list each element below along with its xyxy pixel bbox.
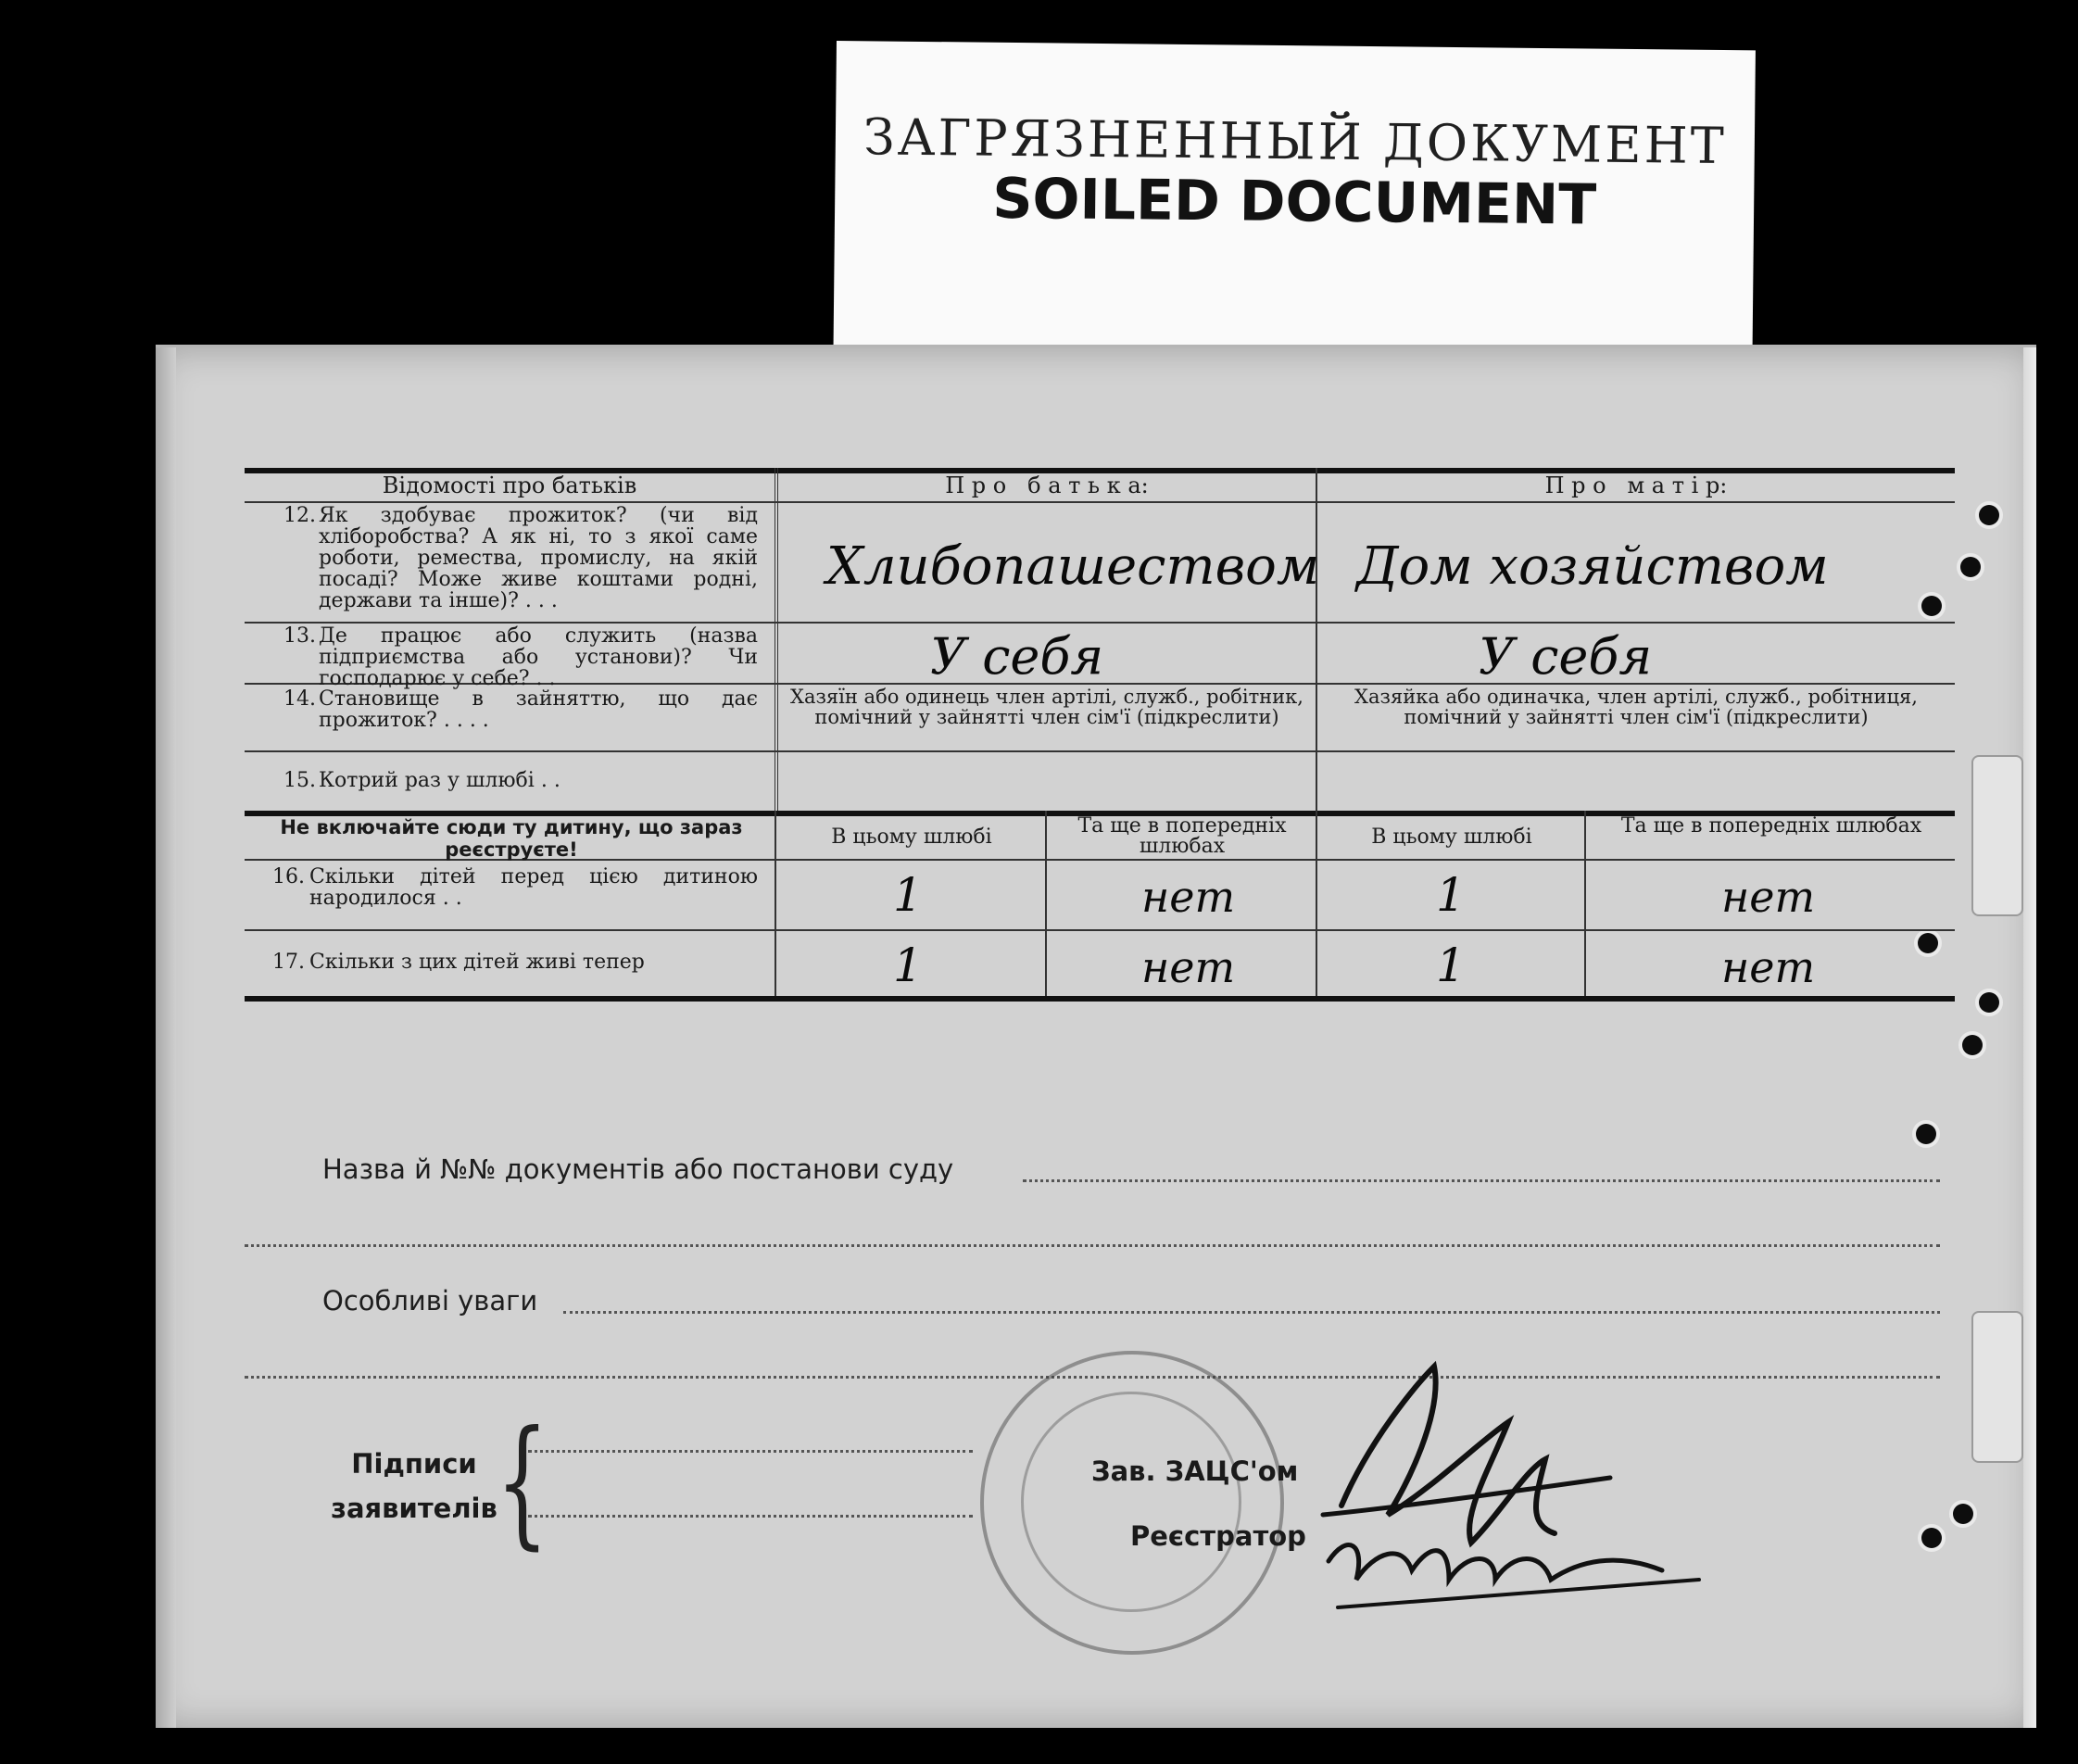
binding-hole — [1962, 1035, 1983, 1055]
stamp-inner-ring — [1021, 1392, 1241, 1612]
col-header-info: Відомості про батьків — [382, 472, 637, 498]
parents-info-table — [245, 468, 1955, 1115]
question-17: Скільки з цих дітей живі тепер — [309, 951, 645, 974]
applicants-label: Підписи — [351, 1448, 477, 1480]
documents-field-label: Назва й №№ документів або постанови суду — [322, 1153, 954, 1185]
answer-16-father-prev: нет — [1141, 872, 1236, 922]
answer-16-mother-this: 1 — [1436, 868, 1466, 922]
binding-hole — [1916, 1124, 1936, 1144]
answer-16-mother-prev: нет — [1721, 872, 1816, 922]
binding-hole — [1953, 1504, 1973, 1524]
answer-17-father-this: 1 — [893, 939, 923, 992]
row-number: 17. — [272, 951, 305, 974]
binding-hole — [1960, 557, 1981, 577]
question-14: Становище в зайняттю, що дає прожиток? . . . . — [319, 687, 758, 732]
page-edge — [2023, 347, 2036, 1728]
question-13: Де працює або служить (назва підприємства або установи)? Чи господарює у себе? . . — [319, 624, 758, 690]
registrar-label: Реєстратор — [1130, 1520, 1306, 1552]
brace-symbol: { — [496, 1402, 549, 1563]
form-page — [156, 345, 2036, 1728]
official-stamp — [980, 1351, 1284, 1655]
soiled-document-label — [834, 41, 1756, 356]
answer-17-mother-this: 1 — [1436, 939, 1466, 992]
father-previous-header: Та ще в попередніх шлюбах — [1077, 814, 1287, 858]
head-label: Зав. ЗАЦС'ом — [1091, 1455, 1299, 1487]
row-number: 12. — [283, 504, 316, 527]
page-spine — [156, 347, 176, 1728]
employment-options-father: Хазяїн або одинець член артілі, служб., робітник, помічний у зайнятті член сім'ї (підкреслити) — [790, 686, 1303, 728]
binding-hole — [1979, 992, 1999, 1013]
binding-hole — [1979, 505, 1999, 525]
answer-13-father: У себя — [930, 627, 1104, 686]
question-12: Як здобуває прожиток? (чи від хліборобства? А як ні, то з якої саме роботи, ремества, промислу, на якій посаді? Може живе коштами родні, держави та інше)? . . . — [319, 504, 758, 612]
label-english: SOILED DOCUMENT — [991, 166, 1597, 238]
page-tab-lower — [1971, 1311, 2023, 1463]
mother-this-marriage-header: В цьому шлюбі — [1371, 825, 1532, 849]
applicant-signature-line — [528, 1450, 973, 1453]
answer-16-father-this: 1 — [893, 868, 923, 922]
applicants-label: заявителів — [331, 1493, 497, 1524]
binding-hole — [1921, 1528, 1942, 1548]
row-number: 15. — [283, 769, 316, 792]
answer-17-mother-prev: нет — [1721, 942, 1816, 992]
documents-field-line — [245, 1244, 1940, 1247]
question-15: Котрий раз у шлюбі . . — [319, 769, 560, 792]
children-note: Не включайте сюди ту дитину, що зараз реєструєте! — [280, 816, 743, 861]
mother-previous-header: Та ще в попередніх шлюбах — [1620, 814, 1922, 838]
applicant-signature-line — [528, 1515, 973, 1518]
remarks-field-line — [563, 1311, 1940, 1314]
remarks-field-label: Особливі уваги — [322, 1285, 538, 1317]
col-header-father: П р о б а т ь к а: — [945, 472, 1149, 498]
employment-options-mother: Хазяйка або одиначка, член артілі, служб., робітниця, помічний у зайнятті член сім'ї (підкреслити) — [1354, 686, 1918, 728]
question-16: Скільки дітей перед цією дитиною народилося . . — [309, 865, 758, 910]
answer-13-mother: У себя — [1479, 627, 1653, 686]
label-russian: ЗАГРЯЗНЕННЫЙ ДОКУМЕНТ — [863, 107, 1728, 176]
registrar-signature — [1310, 1506, 1829, 1672]
answer-12-father: Хлибопашеством — [826, 536, 1320, 597]
documents-field-line — [1023, 1179, 1940, 1182]
row-number: 14. — [283, 687, 316, 711]
answer-17-father-prev: нет — [1141, 942, 1236, 992]
answer-12-mother: Дом хозяйством — [1356, 536, 1829, 597]
page-tab-upper — [1971, 755, 2023, 916]
col-header-mother: П р о м а т і р: — [1544, 472, 1728, 498]
row-number: 13. — [283, 624, 316, 648]
father-this-marriage-header: В цьому шлюбі — [831, 825, 992, 849]
row-number: 16. — [272, 865, 305, 888]
